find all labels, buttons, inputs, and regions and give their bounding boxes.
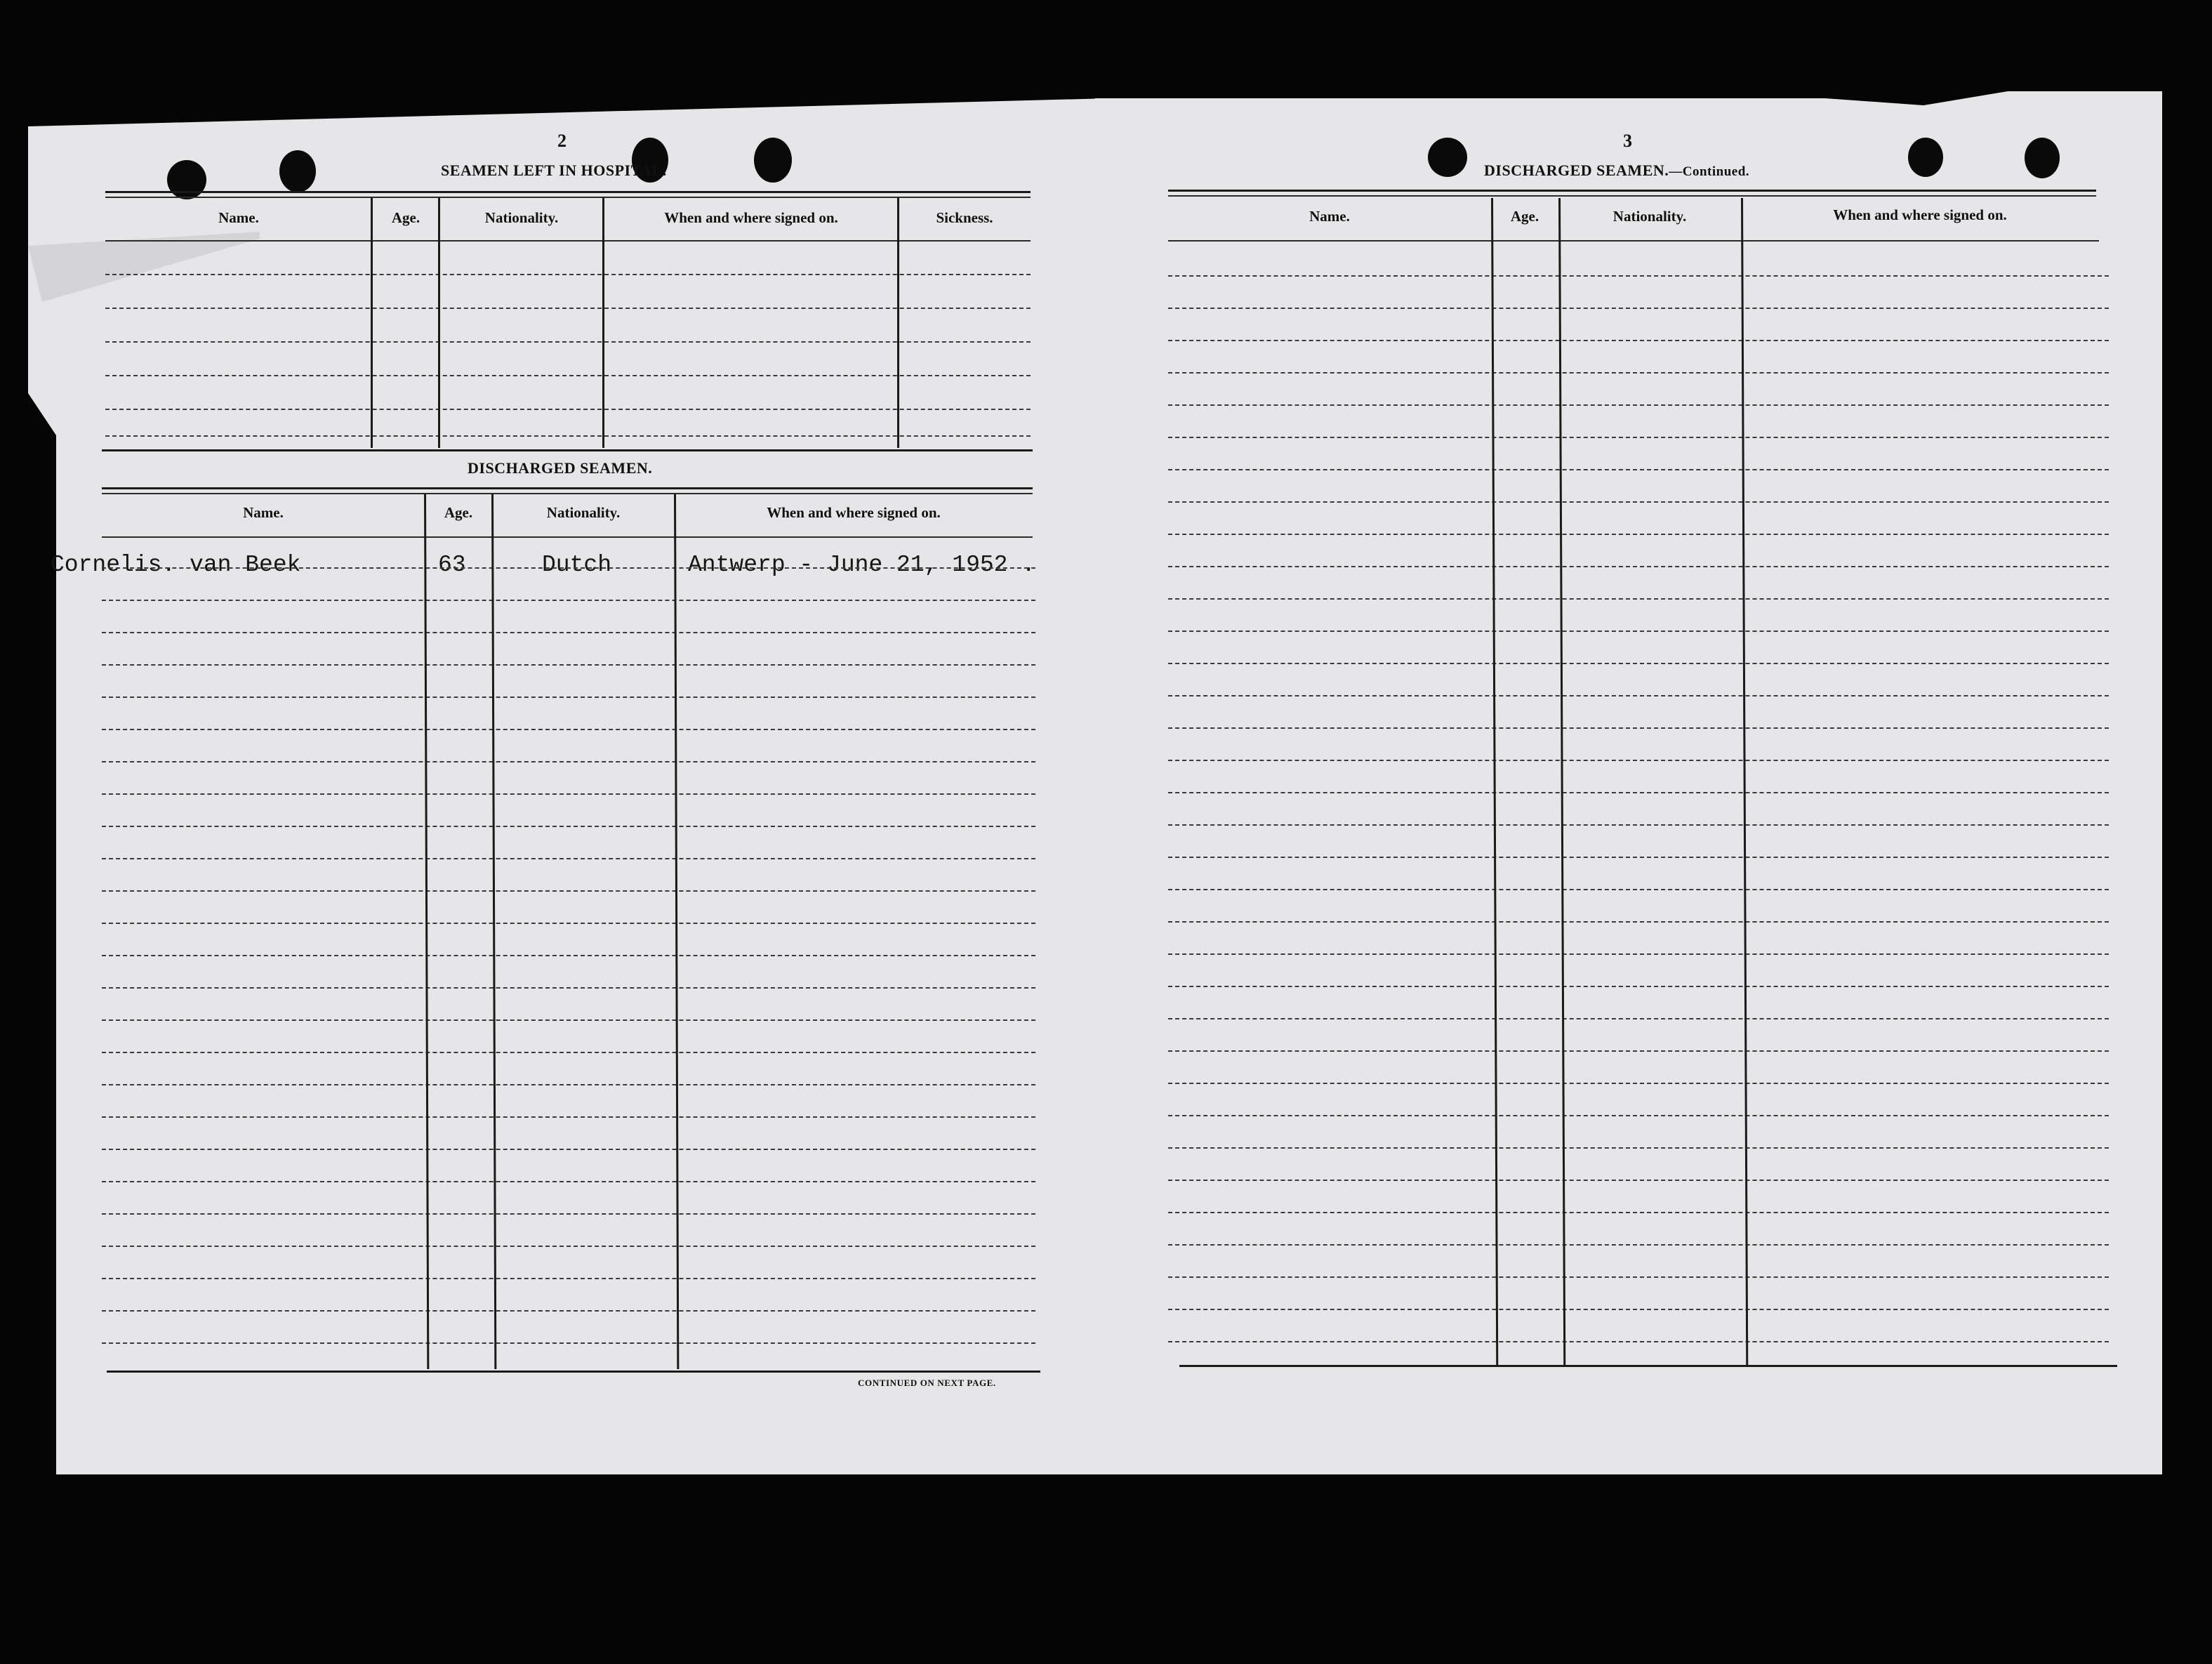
entry-age: 63 — [438, 552, 466, 578]
discharged-col-name: Name. — [243, 504, 284, 521]
punch-hole — [279, 150, 316, 192]
ruled-row-line — [1168, 1018, 2109, 1019]
ruled-row-line — [1168, 1341, 2109, 1342]
ruled-row-line — [1168, 953, 2109, 955]
discharged-col-age: Age. — [444, 504, 473, 521]
hospital-header-underline — [105, 240, 1031, 242]
ruled-row-line — [1168, 630, 2109, 632]
ruled-row-line — [102, 1342, 1035, 1344]
discharged-table-top-rule-2 — [102, 493, 1033, 494]
right-col-name: Name. — [1309, 208, 1350, 225]
ruled-row-line — [102, 729, 1035, 730]
hospital-col-divider — [371, 198, 373, 448]
right-section-title-main: DISCHARGED SEAMEN. — [1484, 161, 1669, 179]
hospital-section-title: SEAMEN LEFT IN HOSPITAL. — [441, 161, 667, 179]
hospital-col-age: Age. — [391, 209, 420, 226]
ruled-row-line — [1168, 340, 2109, 341]
ruled-row-line — [1168, 308, 2109, 309]
hospital-row-line — [105, 435, 1031, 437]
punch-hole — [1908, 138, 1943, 177]
hospital-row-line — [105, 308, 1031, 309]
ruled-row-line — [1168, 1083, 2109, 1084]
hospital-row-line — [105, 274, 1031, 275]
ruled-row-line — [102, 664, 1035, 666]
ruled-row-line — [1168, 469, 2109, 470]
ruled-row-line — [1168, 695, 2109, 696]
entry-name: Cornelis. van Beek — [51, 552, 301, 578]
hospital-col-signed-on: When and where signed on. — [664, 209, 838, 226]
right-page — [1095, 91, 2162, 1474]
ruled-row-line — [1168, 1115, 2109, 1116]
punch-hole — [754, 138, 792, 183]
right-section-title — [1484, 161, 1749, 180]
ruled-row-line — [102, 1052, 1035, 1053]
hospital-col-sickness: Sickness. — [936, 209, 993, 226]
ruled-row-line — [102, 987, 1035, 989]
ruled-row-line — [1168, 1212, 2109, 1213]
ruled-row-line — [102, 858, 1035, 859]
ruled-row-line — [102, 1310, 1035, 1312]
right-table-top-rule-2 — [1168, 195, 2096, 197]
ruled-row-line — [1168, 1276, 2109, 1278]
right-section-title-suffix: —Continued. — [1669, 164, 1750, 179]
hospital-row-line — [105, 375, 1031, 376]
ruled-row-line — [1168, 792, 2109, 793]
hospital-col-divider — [602, 198, 604, 448]
discharged-col-nationality: Nationality. — [546, 504, 621, 521]
discharged-col-signed-on: When and where signed on. — [767, 504, 941, 521]
ruled-row-line — [102, 1149, 1035, 1150]
ruled-row-line — [102, 567, 1035, 569]
ruled-row-line — [102, 1019, 1035, 1021]
left-page — [28, 98, 1109, 1474]
ruled-row-line — [102, 1213, 1035, 1215]
hospital-table-top-rule — [105, 191, 1031, 193]
ruled-row-line — [1168, 1309, 2109, 1310]
ruled-row-line — [1168, 1050, 2109, 1052]
hospital-col-name: Name. — [218, 209, 259, 226]
ruled-row-line — [1168, 921, 2109, 923]
continued-note: CONTINUED ON NEXT PAGE. — [858, 1378, 996, 1388]
ruled-row-line — [1168, 598, 2109, 600]
entry-signed-on: Antwerp - June 21, 1952 . — [688, 552, 1036, 578]
ruled-row-line — [1168, 372, 2109, 374]
ruled-row-line — [1168, 824, 2109, 826]
ruled-row-line — [102, 761, 1035, 762]
ruled-row-line — [1168, 501, 2109, 503]
page-number: 3 — [1623, 131, 1632, 151]
right-col-nationality: Nationality. — [1612, 208, 1687, 225]
ruled-row-line — [102, 1246, 1035, 1247]
hospital-col-divider — [438, 198, 440, 448]
ruled-row-line — [102, 1084, 1035, 1085]
ruled-row-line — [1168, 404, 2109, 406]
hospital-col-nationality: Nationality. — [484, 209, 559, 226]
ruled-row-line — [1168, 1147, 2109, 1149]
discharged-section-title: DISCHARGED SEAMEN. — [468, 459, 653, 477]
ruled-row-line — [1168, 534, 2109, 535]
page-number: 2 — [557, 131, 567, 151]
hospital-table-top-rule-2 — [105, 197, 1031, 198]
ruled-row-line — [1168, 986, 2109, 987]
ruled-row-line — [102, 793, 1035, 795]
ruled-row-line — [1168, 1244, 2109, 1246]
discharged-table-bottom-rule — [107, 1371, 1040, 1373]
hospital-row-line — [105, 341, 1031, 343]
ruled-row-line — [102, 1181, 1035, 1182]
ruled-row-line — [102, 1278, 1035, 1279]
ruled-row-line — [1168, 663, 2109, 664]
punch-hole — [167, 160, 206, 199]
ruled-row-line — [1168, 760, 2109, 761]
ruled-row-line — [102, 890, 1035, 892]
ruled-row-line — [102, 923, 1035, 924]
punch-hole — [2025, 138, 2060, 178]
hospital-table-bottom-rule — [102, 449, 1033, 451]
right-header-underline — [1168, 240, 2099, 242]
discharged-table-top-rule — [102, 487, 1033, 489]
ruled-row-line — [102, 600, 1035, 601]
ruled-row-line — [1168, 275, 2109, 277]
right-col-signed-on: When and where signed on. — [1833, 206, 2007, 223]
hospital-col-divider — [897, 198, 899, 448]
ruled-row-line — [102, 632, 1035, 633]
ruled-row-line — [1168, 566, 2109, 567]
right-table-bottom-rule — [1179, 1365, 2117, 1367]
ruled-row-line — [102, 696, 1035, 698]
hospital-row-line — [105, 409, 1031, 410]
discharged-header-underline — [102, 536, 1033, 538]
ruled-row-line — [1168, 1180, 2109, 1181]
entry-nationality: Dutch — [542, 552, 612, 578]
ruled-row-line — [1168, 889, 2109, 890]
punch-hole — [1428, 138, 1467, 177]
right-table-top-rule — [1168, 190, 2096, 192]
right-col-age: Age. — [1510, 208, 1539, 225]
ruled-row-line — [102, 826, 1035, 827]
ruled-row-line — [1168, 727, 2109, 729]
ruled-row-line — [102, 1116, 1035, 1118]
ruled-row-line — [102, 955, 1035, 956]
ruled-row-line — [1168, 857, 2109, 858]
ruled-row-line — [1168, 437, 2109, 438]
